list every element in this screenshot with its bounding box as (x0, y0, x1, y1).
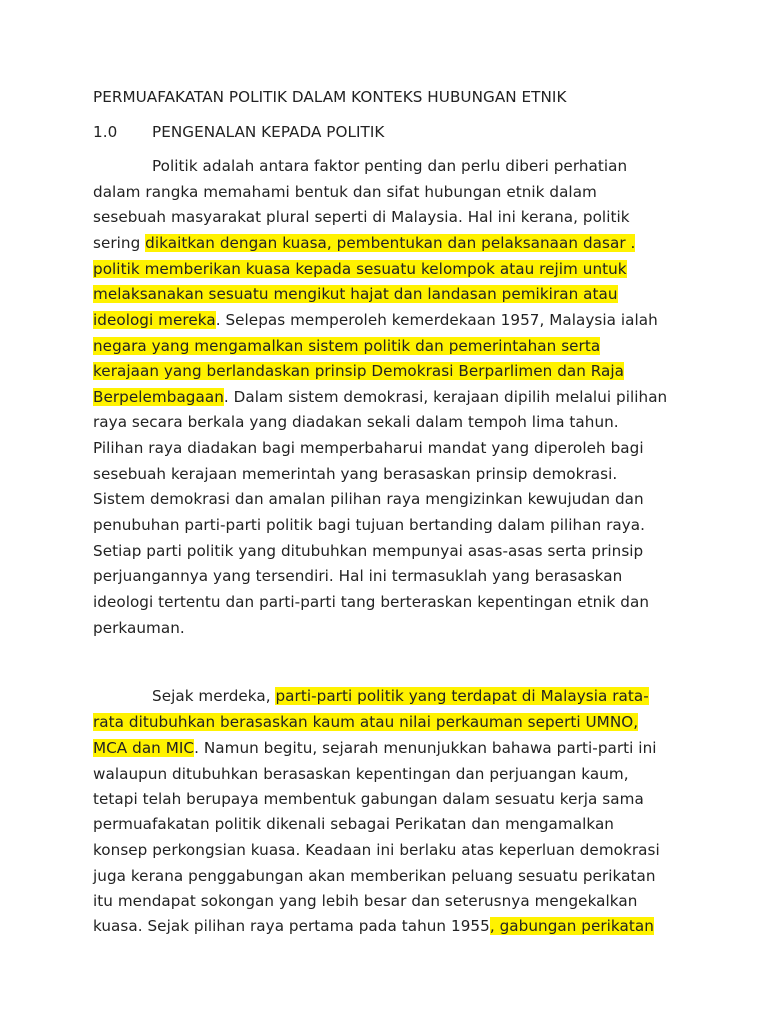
paragraph-line: Setiap parti politik yang ditubuhkan mempunyai asas-asas serta prinsip (93, 542, 644, 560)
paragraph-line: perjuangannya yang tersendiri. Hal ini termasuklah yang berasaskan (93, 567, 623, 585)
paragraph-line: permuafakatan politik dikenali sebagai Perikatan dan mengamalkan (93, 815, 614, 833)
highlighted-text: kerajaan yang berlandaskan prinsip Demokrasi Berparlimen dan Raja (93, 362, 625, 380)
highlighted-text: negara yang mengamalkan sistem politik dan pemerintahan serta (93, 337, 601, 355)
paragraph-line (93, 232, 635, 254)
text-run: . Namun begitu, sejarah menunjukkan bahawa parti-parti ini (194, 739, 657, 757)
paragraph-line (93, 711, 638, 733)
paragraph-line: ideologi tertentu dan parti-parti tang berteraskan kepentingan etnik dan (93, 593, 649, 611)
paragraph-line: itu mendapat sokongan yang lebih besar dan seterusnya mengekalkan (93, 892, 638, 910)
paragraph-line: tetapi telah berupaya membentuk gabungan dalam sesuatu kerja sama (93, 790, 644, 808)
text-run: kuasa. Sejak pilihan raya pertama pada tahun 1955 (93, 917, 490, 935)
highlighted-text: melaksanakan sesuatu mengikut hajat dan landasan pemikiran atau (93, 285, 618, 303)
highlighted-text: dikaitkan dengan kuasa, pembentukan dan pelaksanaan dasar . (145, 234, 636, 252)
paragraph-line: sesebuah masyarakat plural seperti di Malaysia. Hal ini kerana, politik (93, 208, 630, 226)
paragraph-line (93, 737, 657, 759)
highlighted-text: rata ditubuhkan berasaskan kaum atau nilai perkauman seperti UMNO, (93, 713, 639, 731)
document-title: PERMUAFAKATAN POLITIK DALAM KONTEKS HUBUNGAN ETNIK (93, 88, 567, 106)
paragraph-line: Politik adalah antara faktor penting dan perlu diberi perhatian (152, 157, 628, 175)
paragraph-line: Pilihan raya diadakan bagi memperbaharui mandat yang diperoleh bagi (93, 439, 644, 457)
paragraph-line: raya secara berkala yang diadakan sekali dalam tempoh lima tahun. (93, 413, 619, 431)
paragraph-line: konsep perkongsian kuasa. Keadaan ini berlaku atas keperluan demokrasi (93, 841, 660, 859)
paragraph-line (93, 309, 658, 331)
highlighted-text: , gabungan perikatan (489, 917, 654, 935)
paragraph-line: juga kerana penggabungan akan memberikan peluang sesuatu perikatan (93, 867, 656, 885)
highlighted-text: parti-parti politik yang terdapat di Malaysia rata- (275, 687, 649, 705)
paragraph-line: perkauman. (93, 619, 185, 637)
paragraph-line (93, 283, 618, 305)
highlighted-text: Berpelembagaan (93, 388, 224, 406)
paragraph-line (152, 685, 649, 707)
section-heading-text: PENGENALAN KEPADA POLITIK (152, 123, 385, 141)
paragraph-line: dalam rangka memahami bentuk dan sifat hubungan etnik dalam (93, 183, 597, 201)
paragraph-line (93, 258, 627, 280)
paragraph-line: sesebuah kerajaan memerintah yang berasaskan prinsip demokrasi. (93, 465, 618, 483)
paragraph-line: penubuhan parti-parti politik bagi tujuan bertanding dalam pilihan raya. (93, 516, 646, 534)
text-run: . Selepas memperoleh kemerdekaan 1957, Malaysia ialah (215, 311, 658, 329)
highlighted-text: ideologi mereka (93, 311, 216, 329)
text-run: . Dalam sistem demokrasi, kerajaan dipilih melalui pilihan (223, 388, 668, 406)
highlighted-text: politik memberikan kuasa kepada sesuatu kelompok atau rejim untuk (93, 260, 627, 278)
paragraph-line (93, 360, 624, 382)
paragraph-line: walaupun ditubuhkan berasaskan kepentingan dan perjuangan kaum, (93, 765, 629, 783)
text-run: Sejak merdeka, (152, 687, 276, 705)
highlighted-text: MCA dan MIC (93, 739, 195, 757)
paragraph-line (93, 915, 654, 937)
section-number: 1.0 (93, 123, 118, 141)
paragraph-line (93, 335, 600, 357)
paragraph-line: Sistem demokrasi dan amalan pilihan raya mengizinkan kewujudan dan (93, 490, 644, 508)
paragraph-line (93, 386, 667, 408)
text-run: sering (93, 234, 146, 252)
